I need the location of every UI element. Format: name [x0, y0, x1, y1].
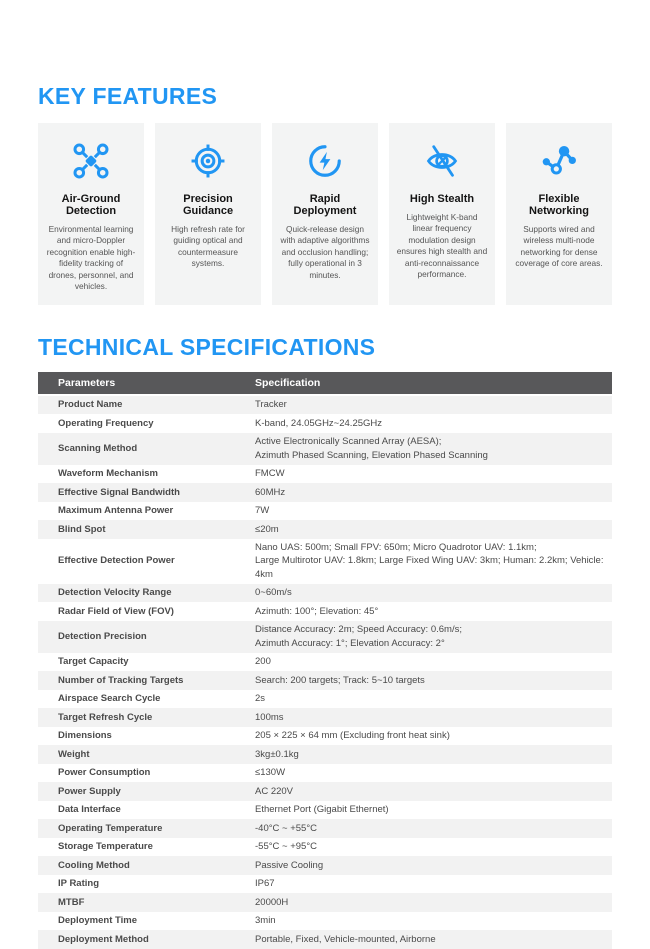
spec-param-cell: Airspace Search Cycle — [58, 693, 161, 705]
table-row — [38, 930, 612, 948]
spec-value-line: 100ms — [255, 711, 284, 723]
feature-card-title: Rapid Deployment — [293, 193, 357, 217]
spec-value-line: Nano UAS: 500m; Small FPV: 650m; Micro Quadrotor UAV: 1.1km; — [255, 542, 537, 553]
feature-card-description: Quick-release design with adaptive algorithms and occlusion handling; fully operational in 3 minutes. — [280, 224, 370, 280]
spec-value-line: IP67 — [255, 878, 275, 890]
spec-value-line: ≤130W — [255, 767, 286, 779]
spec-value-line: K-band, 24.05GHz~24.25GHz — [255, 417, 383, 429]
spec-param-cell: IP Rating — [58, 878, 99, 890]
table-row — [38, 465, 612, 483]
feature-cards — [38, 123, 612, 305]
table-row — [38, 893, 612, 911]
spec-value-line: Ethernet Port (Gigabit Ethernet) — [255, 804, 389, 816]
spec-value-cell — [235, 782, 612, 800]
spec-param-cell: Operating Temperature — [58, 822, 163, 834]
table-row — [38, 690, 612, 708]
spec-value-cell — [235, 395, 612, 414]
spec-value-cell — [235, 433, 612, 465]
spec-value-cell — [235, 414, 612, 432]
table-row — [38, 727, 612, 745]
table-row — [38, 621, 612, 653]
spec-value-cell — [235, 708, 612, 726]
spec-value-cell — [235, 653, 612, 671]
spec-value-line: Distance Accuracy: 2m; Speed Accuracy: 0.6m/s; — [255, 624, 462, 636]
spec-param-cell: Product Name — [58, 399, 123, 411]
spec-value-line: Azimuth: 100°; Elevation: 45° — [255, 605, 379, 617]
feature-card-icon-slot — [279, 138, 371, 184]
spec-value-line: -55°C ~ +95°C — [255, 841, 317, 853]
feature-card-title: Air-Ground Detection — [61, 193, 121, 217]
spec-value-cell — [235, 745, 612, 763]
drone-icon — [72, 142, 110, 180]
feature-card — [389, 123, 495, 305]
spec-value-cell — [235, 671, 612, 689]
spec-value-line: Portable, Fixed, Vehicle-mounted, Airborne — [255, 933, 436, 945]
technical-specifications-heading: TECHNICAL SPECIFICATIONS — [38, 333, 376, 360]
spec-value-line: Large Multirotor UAV: 1.8km; Large Fixed Wing UAV: 3km; Human: 2.2km; Vehicle: 4km — [255, 555, 604, 580]
spec-value-line: Active Electronically Scanned Array (AESA); — [255, 436, 442, 448]
spec-table — [38, 372, 612, 949]
key-features-heading: KEY FEATURES — [38, 83, 218, 109]
spec-table-header — [38, 372, 612, 395]
table-row — [38, 539, 612, 584]
spec-value-cell — [235, 602, 612, 620]
spec-value-cell — [235, 930, 612, 948]
table-row — [38, 875, 612, 893]
table-row — [38, 856, 612, 874]
spec-value-cell — [235, 520, 612, 538]
spec-value-line: 3kg±0.1kg — [255, 748, 299, 760]
lightning-circle-icon — [306, 142, 344, 180]
spec-value-cell — [235, 819, 612, 837]
spec-param-cell: Power Consumption — [58, 767, 151, 779]
spec-table-body — [38, 395, 612, 949]
spec-param-cell: Cooling Method — [58, 859, 130, 871]
network-nodes-icon — [540, 142, 578, 180]
hidden-eye-icon — [423, 142, 461, 180]
table-row — [38, 764, 612, 782]
feature-card-title: High Stealth — [409, 193, 475, 205]
spec-param-cell: Weight — [58, 748, 90, 760]
spec-value-cell — [235, 893, 612, 911]
spec-param-cell: Scanning Method — [58, 442, 138, 454]
technical-specifications-section — [38, 334, 612, 949]
spec-param-cell: Blind Spot — [58, 523, 106, 535]
table-row — [38, 708, 612, 726]
spec-value-cell — [235, 801, 612, 819]
spec-param-cell: Target Capacity — [58, 656, 129, 668]
table-row — [38, 520, 612, 538]
spec-value-line: 3min — [255, 915, 276, 927]
spec-value-line: -40°C ~ +55°C — [255, 822, 317, 834]
spec-param-cell: Target Refresh Cycle — [58, 711, 153, 723]
table-row — [38, 584, 612, 602]
spec-value-cell — [235, 875, 612, 893]
spec-value-cell — [235, 483, 612, 501]
table-row — [38, 395, 612, 414]
table-row — [38, 483, 612, 501]
spec-param-cell: Power Supply — [58, 785, 121, 797]
spec-value-line: Azimuth Accuracy: 1°; Elevation Accuracy: 2° — [255, 637, 445, 649]
table-row — [38, 502, 612, 520]
spec-param-cell: Operating Frequency — [58, 417, 154, 429]
spec-param-cell: Detection Velocity Range — [58, 587, 172, 599]
feature-card-icon-slot — [396, 138, 488, 184]
spec-param-cell: Deployment Time — [58, 915, 138, 927]
spec-value-line: Tracker — [255, 399, 287, 411]
spec-param-cell: Effective Signal Bandwidth — [58, 486, 180, 498]
spec-value-line: FMCW — [255, 468, 285, 480]
column-header-specification: Specification — [235, 372, 612, 395]
feature-card-icon-slot — [162, 138, 254, 184]
table-row — [38, 819, 612, 837]
table-row — [38, 602, 612, 620]
spec-value-cell — [235, 764, 612, 782]
table-row — [38, 801, 612, 819]
spec-value-cell — [235, 621, 612, 653]
spec-value-line: ≤20m — [255, 523, 279, 535]
spec-value-line: 20000H — [255, 896, 289, 908]
table-row — [38, 838, 612, 856]
spec-param-cell: Detection Precision — [58, 631, 147, 643]
spec-value-line: 60MHz — [255, 486, 286, 498]
spec-value-line: 0~60m/s — [255, 587, 292, 599]
table-row — [38, 433, 612, 465]
spec-value-cell — [235, 502, 612, 520]
table-row — [38, 782, 612, 800]
spec-value-line: 7W — [255, 505, 270, 517]
spec-param-cell: Dimensions — [58, 730, 112, 742]
feature-card — [38, 123, 144, 305]
feature-card-title: Precision Guidance — [182, 193, 234, 217]
feature-card-description: High refresh rate for guiding optical and countermeasure systems. — [171, 224, 245, 269]
spec-param-cell: Maximum Antenna Power — [58, 505, 174, 517]
spec-value-cell — [235, 838, 612, 856]
feature-card-icon-slot — [45, 138, 137, 184]
table-row — [38, 653, 612, 671]
spec-value-cell — [235, 727, 612, 745]
spec-value-cell — [235, 539, 612, 584]
table-row — [38, 912, 612, 930]
spec-value-line: 205 × 225 × 64 mm (Excluding front heat sink) — [255, 730, 450, 742]
spec-value-cell — [235, 856, 612, 874]
spec-param-cell: MTBF — [58, 896, 85, 908]
spec-value-line: 200 — [255, 656, 271, 668]
spec-param-cell: Number of Tracking Targets — [58, 674, 184, 686]
spec-param-cell: Deployment Method — [58, 933, 149, 945]
spec-value-line: Azimuth Phased Scanning, Elevation Phased Scanning — [255, 449, 488, 461]
spec-value-cell — [235, 465, 612, 483]
target-icon — [189, 142, 227, 180]
spec-value-line: Passive Cooling — [255, 859, 324, 871]
spec-value-line: AC 220V — [255, 785, 294, 797]
feature-card — [155, 123, 261, 305]
spec-value-line: 2s — [255, 693, 266, 705]
spec-value-cell — [235, 690, 612, 708]
feature-card-description: Environmental learning and micro-Doppler recognition enable high-fidelity tracking of drones, personnel, and vehicles. — [46, 224, 136, 292]
spec-value-line: Search: 200 targets; Track: 5~10 targets — [255, 674, 425, 686]
feature-card-description: Lightweight K-band linear frequency modulation design ensures high stealth and anti-reconnaissance performance. — [396, 212, 488, 280]
spec-table-header-row — [38, 372, 612, 395]
table-row — [38, 745, 612, 763]
spec-value-cell — [235, 912, 612, 930]
feature-card-title: Flexible Networking — [529, 193, 589, 217]
spec-value-cell — [235, 584, 612, 602]
feature-card-icon-slot — [513, 138, 605, 184]
column-header-parameters: Parameters — [38, 372, 235, 395]
feature-card — [272, 123, 378, 305]
spec-param-cell: Waveform Mechanism — [58, 468, 158, 480]
spec-param-cell: Effective Detection Power — [58, 555, 175, 567]
table-row — [38, 671, 612, 689]
spec-param-cell: Data Interface — [58, 804, 121, 816]
table-row — [38, 414, 612, 432]
spec-param-cell: Storage Temperature — [58, 841, 153, 853]
spec-param-cell: Radar Field of View (FOV) — [58, 605, 174, 617]
key-features-section — [38, 0, 612, 305]
feature-card-description: Supports wired and wireless multi-node networking for dense coverage of core areas. — [515, 224, 603, 269]
feature-card — [506, 123, 612, 305]
